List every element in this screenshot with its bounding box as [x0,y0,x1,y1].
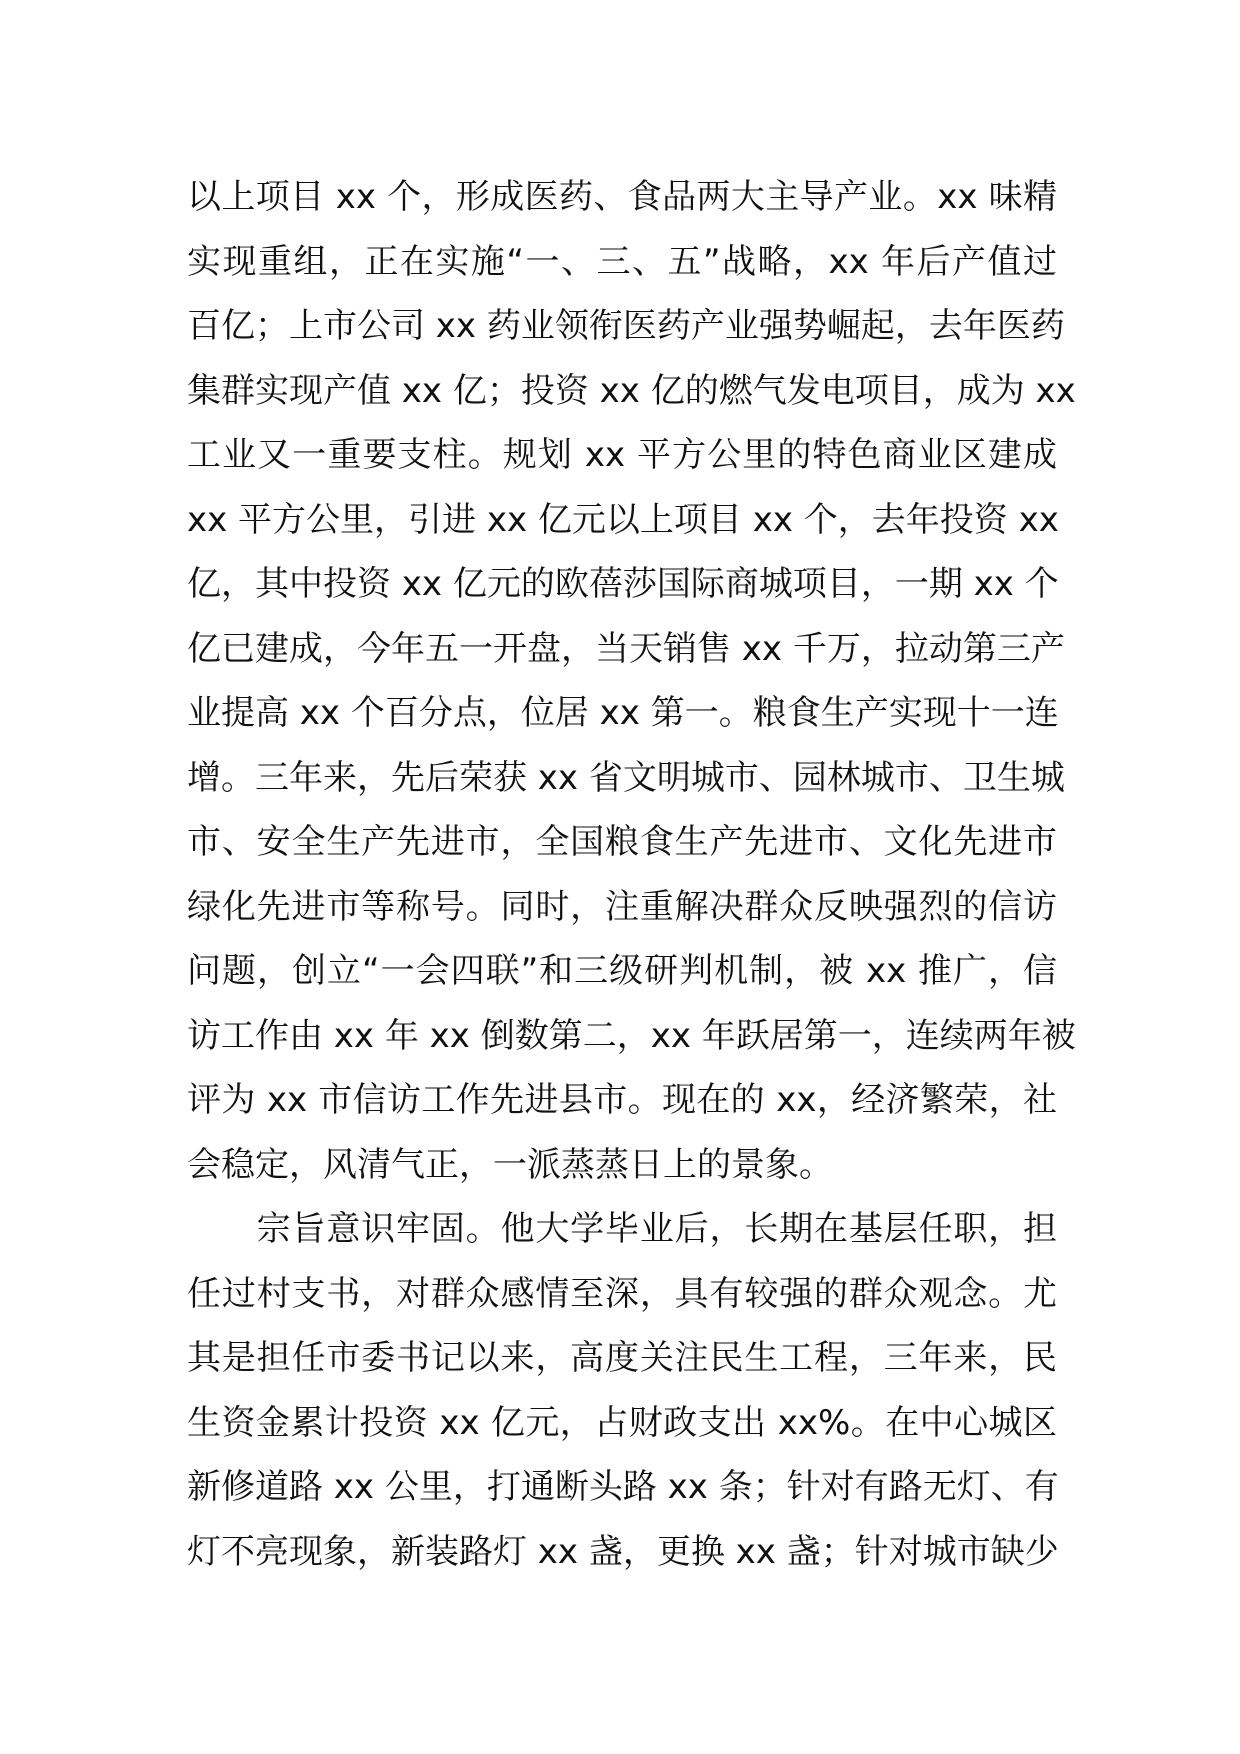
text-line: 实现重组，正在实施“一、三、五”战略，xx 年后产值过 [187,241,1057,282]
text-line: 工业又一重要支柱。规划 xx 平方公里的特色商业区建成 [187,435,1057,475]
paragraph-1 [187,165,1076,1197]
text-line: 百亿；上市公司 xx 药业领衔医药产业强势崛起，去年医药 [187,306,1065,346]
text-line: 绿化先进市等称号。同时，注重解决群众反映强烈的信访 [187,886,1057,927]
text-line: 亿已建成，今年五一开盘，当天销售 xx 千万，拉动第三产 [187,628,1065,669]
text-line: 宗旨意识牢固。他大学毕业后，长期在基层任职，担 [187,1209,1057,1249]
text-line: 亿，其中投资 xx 亿元的欧蓓莎国际商城项目，一期 xx 个 [187,564,1059,604]
text-line: 新修道路 xx 公里，打通断头路 xx 条；针对有路无灯、有 [187,1467,1059,1507]
document-body [187,165,1076,1584]
text-line: 生资金累计投资 xx 亿元，占财政支出 xx%。在中心城区 [187,1402,1057,1443]
text-line: xx 平方公里，引进 xx 亿元以上项目 xx 个，去年投资 xx [187,499,1059,540]
paragraph-2 [187,1197,1057,1584]
text-line: 业提高 xx 个百分点，位居 xx 第一。粮食生产实现十一连 [187,693,1059,733]
text-line: 以上项目 xx 个，形成医药、食品两大主导产业。xx 味精 [187,177,1057,217]
text-line: 市、安全生产先进市，全国粮食生产先进市、文化先进市 [187,822,1057,862]
text-line: 问题，创立“一会四联”和三级研判机制，被 xx 推广，信 [187,951,1057,991]
text-line: 会稳定，风清气正，一派蒸蒸日上的景象。 [187,1144,833,1185]
text-line: 任过村支书，对群众感情至深，具有较强的群众观念。尤 [187,1273,1057,1314]
text-line: 其是担任市委书记以来，高度关注民生工程，三年来，民 [187,1338,1057,1378]
text-line: 访工作由 xx 年 xx 倒数第二，xx 年跃居第一，连续两年被 [187,1015,1076,1056]
text-line: 集群实现产值 xx 亿；投资 xx 亿的燃气发电项目，成为 xx [187,370,1076,411]
text-line: 灯不亮现象，新装路灯 xx 盏，更换 xx 盏；针对城市缺少 [187,1531,1059,1572]
text-line: 评为 xx 市信访工作先进县市。现在的 xx，经济繁荣，社 [187,1080,1057,1120]
text-line: 增。三年来，先后荣获 xx 省文明城市、园林城市、卫生城 [187,757,1065,798]
